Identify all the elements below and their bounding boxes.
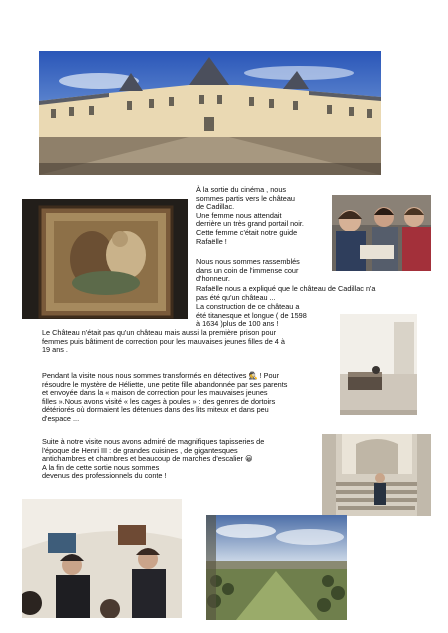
staircase-photo — [322, 434, 431, 516]
intro-paragraph: À la sortie du cinéma , nous sommes partis vers le château de Cadillac. Une femme nous attendait derrière un très grand portail noir. Cette femme c'était notre guide Rafaëlle ! — [196, 185, 304, 246]
explique-paragraph: Rafaëlle nous a expliqué que le château de Cadillac n'a pas été qu'un château ... — [196, 284, 376, 302]
rassembles-paragraph: Nous nous sommes rassemblés dans un coin de l'immense cour d'honneur. — [196, 257, 300, 284]
detectives-paragraph: Pendant la visite nous nous sommes transformés en détectives 🕵 ! Pour résoudre le mystère de Héliette, une petite fille abandonnée par ses parents et envoyée dans la « maison de correction pour les mauvaises jeunes filles ».Nous avons visité « les cages à poules » : des genres de dortoirs détériorés où dormaient les détenues dans des lits miteux et dans peu d'espace ... — [42, 371, 288, 423]
tapisseries-paragraph: Suite à notre visite nous avons admiré de magnifiques tapisseries de l'époque de Henri III : de grandes cuisines , de gigantesques antichambres et chambres et beaucoup de marches d'escalier 😀 A la fin de cette sortie nous sommes devenus des professionnels du conte ! — [42, 437, 265, 481]
garden-view-photo — [206, 515, 347, 620]
construction-paragraph: La construction de ce château a été titanesque et longue ( de 1598 à 1634 )plus de 100 ans ! — [196, 302, 307, 329]
guide-showing-photo — [22, 499, 182, 618]
students-reading-photo — [332, 195, 431, 271]
tapestry-photo — [22, 199, 188, 319]
prison-paragraph: Le Château n'était pas qu'un château mais aussi la première prison pour femmes puis bâtiment de correction pour les mauvaises jeunes filles de 4 à 19 ans . — [42, 328, 285, 355]
castle-courtyard-photo — [39, 51, 381, 175]
cell-room-photo — [340, 314, 417, 415]
